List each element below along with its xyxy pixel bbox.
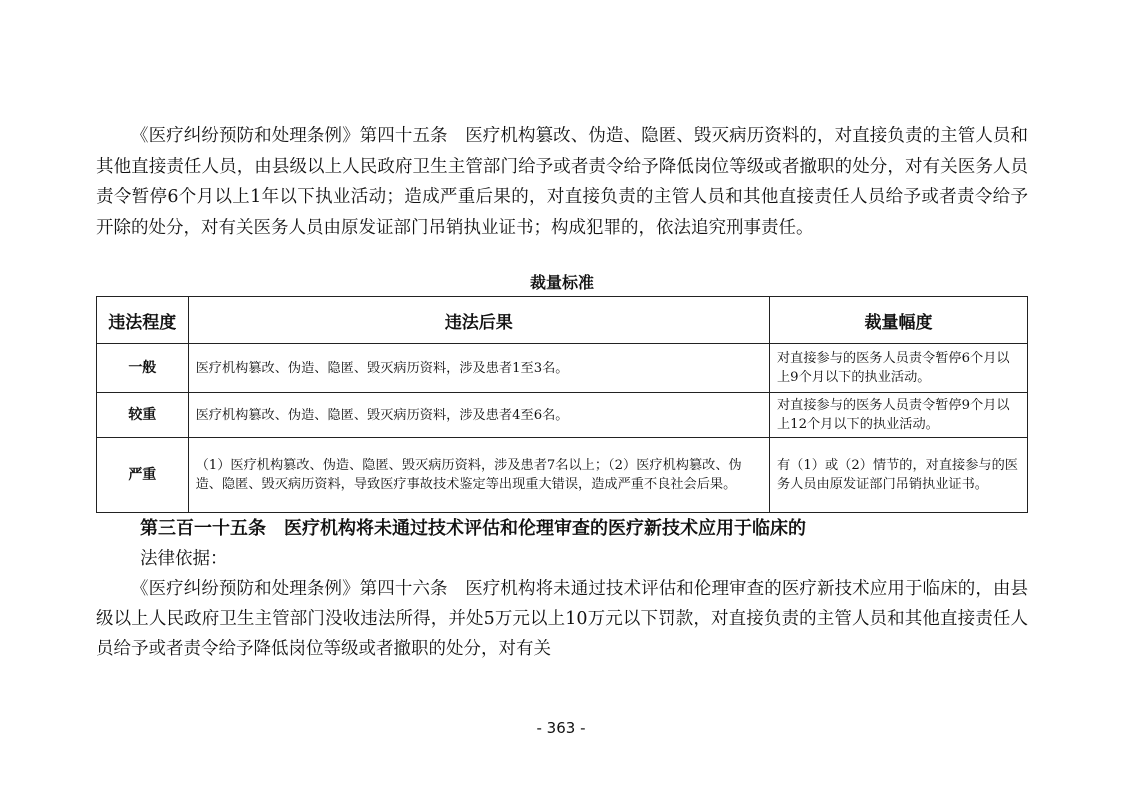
article-heading: 第三百一十五条 医疗机构将未通过技术评估和伦理审查的医疗新技术应用于临床的 bbox=[140, 518, 806, 539]
header-violation-consequence: 违法后果 bbox=[188, 297, 769, 344]
row-consequence: 医疗机构篡改、伪造、隐匿、毁灭病历资料，涉及患者4至6名。 bbox=[188, 393, 769, 438]
legal-basis-label: 法律依据： bbox=[140, 549, 228, 569]
table-row bbox=[97, 393, 1028, 438]
row-level: 一般 bbox=[97, 344, 189, 393]
row-consequence: 医疗机构篡改、伪造、隐匿、毁灭病历资料，涉及患者1至3名。 bbox=[188, 344, 769, 393]
table-caption: 裁量标准 bbox=[529, 273, 594, 292]
table-header-row bbox=[97, 297, 1028, 344]
table-row bbox=[97, 438, 1028, 513]
paragraph-article-46: 《医疗纠纷预防和处理条例》第四十六条 医疗机构将未通过技术评估和伦理审查的医疗新技术应用于临床的，由县级以上人民政府卫生主管部门没收违法所得，并处5万元以上10万元以下罚款，对直接负责的主管人员和其他直接责任人员给予或者责令给予降低岗位等级或者撤职的处分，对有关 bbox=[96, 579, 1028, 659]
row-discretion: 有（1）或（2）情节的，对直接参与的医务人员由原发证部门吊销执业证书。 bbox=[770, 438, 1028, 513]
row-discretion: 对直接参与的医务人员责令暂停6个月以上9个月以下的执业活动。 bbox=[770, 344, 1028, 393]
header-violation-degree: 违法程度 bbox=[97, 297, 189, 344]
discretion-standard-table bbox=[96, 296, 1028, 513]
row-level: 严重 bbox=[97, 438, 189, 513]
row-consequence: （1）医疗机构篡改、伪造、隐匿、毁灭病历资料，涉及患者7名以上；（2）医疗机构篡改、伪造、隐匿、毁灭病历资料，导致医疗事故技术鉴定等出现重大错误，造成严重不良社会后果。 bbox=[188, 438, 769, 513]
table-row bbox=[97, 344, 1028, 393]
page-number: - 363 - bbox=[536, 719, 586, 737]
row-level: 较重 bbox=[97, 393, 189, 438]
header-discretion-range: 裁量幅度 bbox=[770, 297, 1028, 344]
paragraph-article-45: 《医疗纠纷预防和处理条例》第四十五条 医疗机构篡改、伪造、隐匿、毁灭病历资料的，对直接负责的主管人员和其他直接责任人员，由县级以上人民政府卫生主管部门给予或者责令给予降低岗位等级或者撤职的处分，对有关医务人员责令暂停6个月以上1年以下执业活动；造成严重后果的，对直接负责的主管人员和其他直接责任人员给予或者责令给予开除的处分，对有关医务人员由原发证部门吊销执业证书；构成犯罪的，依法追究刑事责任。 bbox=[96, 126, 1028, 238]
row-discretion: 对直接参与的医务人员责令暂停9个月以上12个月以下的执业活动。 bbox=[770, 393, 1028, 438]
